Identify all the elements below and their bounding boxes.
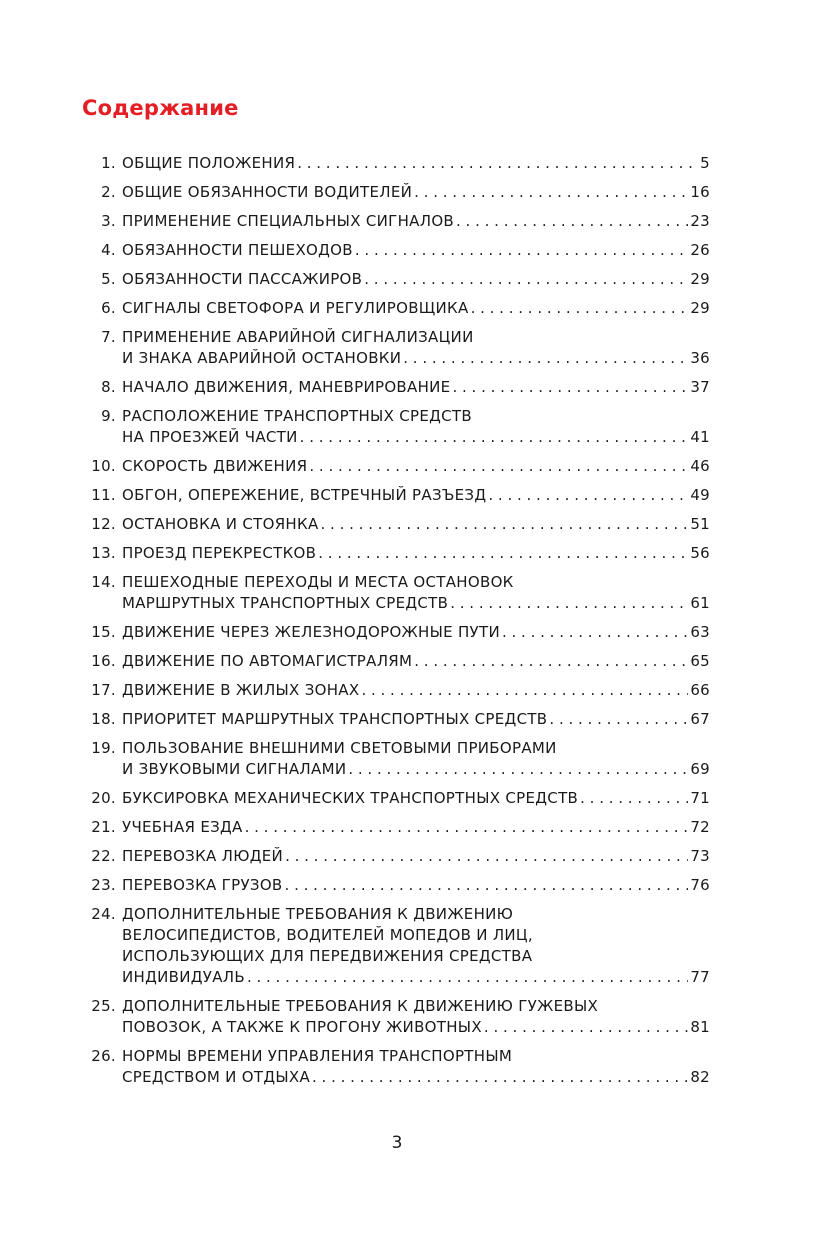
toc-entry-body <box>118 846 710 867</box>
toc-entry-page: 73 <box>690 847 710 865</box>
toc-entry-last-line <box>122 788 710 809</box>
toc-entry-title-line: ИНДИВИДУАЛЬ <box>122 968 245 986</box>
dot-leader <box>403 348 688 369</box>
toc-entry-number: 1. <box>101 154 116 172</box>
toc-entry[interactable] <box>82 211 710 232</box>
toc-entry-last-line <box>122 377 710 398</box>
toc-entry-number: 8. <box>101 378 116 396</box>
dot-leader <box>484 1017 688 1038</box>
toc-entry-last-line <box>122 427 710 448</box>
toc-entry-number: 10. <box>91 457 116 475</box>
toc-entry-page: 51 <box>690 515 710 533</box>
toc-entry-number: 23. <box>91 876 116 894</box>
toc-entry-number: 2. <box>101 183 116 201</box>
toc-entry-page: 76 <box>690 876 710 894</box>
toc-entry-title-line: ПРИОРИТЕТ МАРШРУТНЫХ ТРАНСПОРТНЫХ СРЕДСТВ <box>122 710 548 728</box>
toc-entry-title-line: ИСПОЛЬЗУЮЩИХ ДЛЯ ПЕРЕДВИЖЕНИЯ СРЕДСТВА <box>122 947 533 965</box>
dot-leader <box>309 456 688 477</box>
toc-entry-page: 56 <box>690 544 710 562</box>
toc-entry-title-line: ПОВОЗОК, А ТАКЖЕ К ПРОГОНУ ЖИВОТНЫХ <box>122 1018 482 1036</box>
toc-entry-number: 22. <box>91 847 116 865</box>
toc-entry-body <box>118 211 710 232</box>
toc-entry-last-line <box>122 846 710 867</box>
toc-entry-title-line: МАРШРУТНЫХ ТРАНСПОРТНЫХ СРЕДСТВ <box>122 594 449 612</box>
toc-entry-number: 13. <box>91 544 116 562</box>
toc-entry-last-line <box>122 651 710 672</box>
toc-entry-body <box>118 514 710 535</box>
toc-entry-body <box>118 1046 710 1088</box>
toc-entry-body <box>118 543 710 564</box>
toc-entry-page: 65 <box>690 652 710 670</box>
toc-entry-last-line <box>122 817 710 838</box>
toc-entry-page: 29 <box>690 299 710 317</box>
toc-entry-title-line: НОРМЫ ВРЕМЕНИ УПРАВЛЕНИЯ ТРАНСПОРТНЫМ <box>122 1047 513 1065</box>
toc-entry[interactable] <box>82 1046 710 1088</box>
toc-entry-body <box>118 240 710 261</box>
toc-entry-title-line: СИГНАЛЫ СВЕТОФОРА И РЕГУЛИРОВЩИКА <box>122 299 469 317</box>
toc-entry-page: 72 <box>690 818 710 836</box>
toc-entry-last-line <box>122 680 710 701</box>
toc-entry-title-line: ОБЩИЕ ОБЯЗАННОСТИ ВОДИТЕЛЕЙ <box>122 183 413 201</box>
toc-entry-body <box>118 738 710 780</box>
toc-entry-body <box>118 817 710 838</box>
toc-entry[interactable] <box>82 996 710 1038</box>
toc-entry[interactable] <box>82 153 710 174</box>
toc-entry-body <box>118 875 710 896</box>
toc-entry-page: 49 <box>690 486 710 504</box>
toc-entry-number: 12. <box>91 515 116 533</box>
dot-leader <box>312 1067 688 1088</box>
toc-entry-page: 46 <box>690 457 710 475</box>
toc-entry[interactable] <box>82 514 710 535</box>
toc-entry-title-line: ОСТАНОВКА И СТОЯНКА <box>122 515 319 533</box>
toc-entry-title-line: ОБГОН, ОПЕРЕЖЕНИЕ, ВСТРЕЧНЫЙ РАЗЪЕЗД <box>122 486 487 504</box>
toc-entry[interactable] <box>82 680 710 701</box>
toc-entry-number: 9. <box>101 407 116 425</box>
dot-leader <box>502 622 688 643</box>
toc-entry-page: 82 <box>690 1068 710 1086</box>
toc-entry-number: 24. <box>91 905 116 923</box>
toc-entry-title-line: ДВИЖЕНИЕ В ЖИЛЫХ ЗОНАХ <box>122 681 360 699</box>
toc-entry-title-line: СРЕДСТВОМ И ОТДЫХА <box>122 1068 311 1086</box>
toc-entry-last-line <box>122 593 710 614</box>
toc-entry-body <box>118 680 710 701</box>
toc-entry-last-line <box>122 967 710 988</box>
toc-entry-number: 21. <box>91 818 116 836</box>
toc-entry-body <box>118 904 710 988</box>
toc-entry-title-line: И ЗВУКОВЫМИ СИГНАЛАМИ <box>122 760 347 778</box>
toc-entry-body <box>118 377 710 398</box>
toc-entry-title-line: ДОПОЛНИТЕЛЬНЫЕ ТРЕБОВАНИЯ К ДВИЖЕНИЮ ГУЖЕВЫХ <box>122 997 599 1015</box>
toc-entry-page: 16 <box>690 183 710 201</box>
toc-entry-last-line <box>122 622 710 643</box>
toc-entry-number: 5. <box>101 270 116 288</box>
dot-leader <box>321 514 689 535</box>
toc-entry-body <box>118 456 710 477</box>
toc-entry-last-line <box>122 709 710 730</box>
toc-entry-body <box>118 182 710 203</box>
toc-entry-number: 14. <box>91 573 116 591</box>
dot-leader <box>355 240 688 261</box>
toc-entry-last-line <box>122 543 710 564</box>
dot-leader <box>549 709 688 730</box>
dot-leader <box>488 485 688 506</box>
toc-entry-last-line <box>122 1067 710 1088</box>
toc-entry-title-line: БУКСИРОВКА МЕХАНИЧЕСКИХ ТРАНСПОРТНЫХ СРЕДСТВ <box>122 789 579 807</box>
page-number: 3 <box>391 1133 403 1153</box>
toc-entry[interactable] <box>82 298 710 319</box>
toc-entry-title-line: УЧЕБНАЯ ЕЗДА <box>122 818 243 836</box>
dot-leader <box>450 593 688 614</box>
toc-entry[interactable] <box>82 875 710 896</box>
toc-entry-last-line <box>122 348 710 369</box>
toc-entry[interactable] <box>82 572 710 614</box>
dot-leader <box>300 427 689 448</box>
toc-entry-page: 77 <box>690 968 710 986</box>
toc-entry[interactable] <box>82 817 710 838</box>
toc-entry-last-line <box>122 153 710 174</box>
toc-entry-title-line: НАЧАЛО ДВИЖЕНИЯ, МАНЕВРИРОВАНИЕ <box>122 378 451 396</box>
toc-entry-title-line: ДВИЖЕНИЕ ЧЕРЕЗ ЖЕЛЕЗНОДОРОЖНЫЕ ПУТИ <box>122 623 500 641</box>
toc-entry-last-line <box>122 759 710 780</box>
toc-entry-body <box>118 996 710 1038</box>
dot-leader <box>580 788 688 809</box>
dot-leader <box>471 298 689 319</box>
toc-entry[interactable] <box>82 269 710 290</box>
toc-entry-title-line: ОБЯЗАННОСТИ ПЕШЕХОДОВ <box>122 241 353 259</box>
toc-entry[interactable] <box>82 543 710 564</box>
toc-entry[interactable] <box>82 709 710 730</box>
toc-entry-title-line: НА ПРОЕЗЖЕЙ ЧАСТИ <box>122 428 298 446</box>
dot-leader <box>414 651 688 672</box>
dot-leader <box>318 543 688 564</box>
dot-leader <box>364 269 688 290</box>
toc-entry-title-line: ОБЩИЕ ПОЛОЖЕНИЯ <box>122 154 296 172</box>
toc-entry-page: 71 <box>690 789 710 807</box>
dot-leader <box>285 875 689 896</box>
toc-entry-last-line <box>122 269 710 290</box>
toc-entry-title-line: СКОРОСТЬ ДВИЖЕНИЯ <box>122 457 308 475</box>
toc-entry-page: 29 <box>690 270 710 288</box>
toc-entry-page: 23 <box>690 212 710 230</box>
toc-entry-title-line: ДВИЖЕНИЕ ПО АВТОМАГИСТРАЛЯМ <box>122 652 413 670</box>
toc-entry[interactable] <box>82 456 710 477</box>
toc-entry-title-line: ПЕРЕВОЗКА ГРУЗОВ <box>122 876 283 894</box>
toc-entry-last-line <box>122 875 710 896</box>
toc-entry-title-line: ПРОЕЗД ПЕРЕКРЕСТКОВ <box>122 544 317 562</box>
toc-entry-number: 16. <box>91 652 116 670</box>
toc-entry-body <box>118 788 710 809</box>
toc-entry[interactable] <box>82 327 710 369</box>
toc-entry[interactable] <box>82 485 710 506</box>
toc-entry-page: 63 <box>690 623 710 641</box>
toc-entry[interactable] <box>82 738 710 780</box>
toc-entry-page: 66 <box>690 681 710 699</box>
toc-entry[interactable] <box>82 406 710 448</box>
toc-entry-page: 69 <box>690 760 710 778</box>
toc-entry-last-line <box>122 456 710 477</box>
toc-entry-page: 5 <box>700 154 710 172</box>
toc-entry-body <box>118 298 710 319</box>
toc-entry-title-line: ДОПОЛНИТЕЛЬНЫЕ ТРЕБОВАНИЯ К ДВИЖЕНИЮ <box>122 905 514 923</box>
toc-entry-last-line <box>122 514 710 535</box>
toc-entry-last-line <box>122 211 710 232</box>
toc-entry[interactable] <box>82 622 710 643</box>
toc-entry[interactable] <box>82 788 710 809</box>
dot-leader <box>247 967 688 988</box>
toc-entry-title-line: РАСПОЛОЖЕНИЕ ТРАНСПОРТНЫХ СРЕДСТВ <box>122 407 472 425</box>
toc-entry-last-line <box>122 1017 710 1038</box>
toc-entry-page: 37 <box>690 378 710 396</box>
toc-entry-body <box>118 651 710 672</box>
toc-entry-page: 67 <box>690 710 710 728</box>
toc-entry-last-line <box>122 240 710 261</box>
toc-entry-number: 19. <box>91 739 116 757</box>
toc-entry-body <box>118 327 710 369</box>
toc-entry-number: 6. <box>101 299 116 317</box>
toc-entry-title-line: ПРИМЕНЕНИЕ СПЕЦИАЛЬНЫХ СИГНАЛОВ <box>122 212 455 230</box>
toc-entry-body <box>118 572 710 614</box>
toc-entry-number: 26. <box>91 1047 116 1065</box>
dot-leader <box>297 153 698 174</box>
dot-leader <box>452 377 688 398</box>
toc-entry-number: 18. <box>91 710 116 728</box>
toc-entry-body <box>118 153 710 174</box>
page-title: Содержание <box>82 96 239 120</box>
toc-entry-number: 25. <box>91 997 116 1015</box>
dot-leader <box>361 680 688 701</box>
toc-entry[interactable] <box>82 240 710 261</box>
toc-entry-page: 26 <box>690 241 710 259</box>
toc-entry-body <box>118 269 710 290</box>
toc-entry-number: 7. <box>101 328 116 346</box>
toc-entry-title-line: ПРИМЕНЕНИЕ АВАРИЙНОЙ СИГНАЛИЗАЦИИ <box>122 328 474 346</box>
toc-entry-title-line: ПОЛЬЗОВАНИЕ ВНЕШНИМИ СВЕТОВЫМИ ПРИБОРАМИ <box>122 739 557 757</box>
toc-entry-number: 4. <box>101 241 116 259</box>
toc-entry-body <box>118 406 710 448</box>
toc-entry-title-line: ОБЯЗАННОСТИ ПАССАЖИРОВ <box>122 270 363 288</box>
table-of-contents <box>82 153 710 1096</box>
toc-entry-number: 11. <box>91 486 116 504</box>
toc-entry-body <box>118 709 710 730</box>
dot-leader <box>245 817 689 838</box>
dot-leader <box>414 182 688 203</box>
toc-entry-body <box>118 485 710 506</box>
toc-entry-page: 81 <box>690 1018 710 1036</box>
toc-entry-body <box>118 622 710 643</box>
toc-entry-title-line: И ЗНАКА АВАРИЙНОЙ ОСТАНОВКИ <box>122 349 402 367</box>
toc-entry-number: 17. <box>91 681 116 699</box>
dot-leader <box>456 211 688 232</box>
toc-entry[interactable] <box>82 377 710 398</box>
toc-entry-last-line <box>122 485 710 506</box>
dot-leader <box>348 759 688 780</box>
toc-entry-last-line <box>122 182 710 203</box>
toc-entry-page: 41 <box>690 428 710 446</box>
toc-entry-last-line <box>122 298 710 319</box>
toc-entry-page: 36 <box>690 349 710 367</box>
toc-entry[interactable] <box>82 904 710 988</box>
dot-leader <box>285 846 688 867</box>
toc-entry-number: 3. <box>101 212 116 230</box>
toc-entry-number: 15. <box>91 623 116 641</box>
toc-entry-title-line: ПЕРЕВОЗКА ЛЮДЕЙ <box>122 847 284 865</box>
toc-entry-number: 20. <box>91 789 116 807</box>
toc-entry-page: 61 <box>690 594 710 612</box>
toc-entry[interactable] <box>82 846 710 867</box>
toc-entry[interactable] <box>82 182 710 203</box>
toc-entry-title-line: ВЕЛОСИПЕДИСТОВ, ВОДИТЕЛЕЙ МОПЕДОВ И ЛИЦ, <box>122 926 533 944</box>
toc-entry-title-line: ПЕШЕХОДНЫЕ ПЕРЕХОДЫ И МЕСТА ОСТАНОВОК <box>122 573 514 591</box>
toc-entry[interactable] <box>82 651 710 672</box>
